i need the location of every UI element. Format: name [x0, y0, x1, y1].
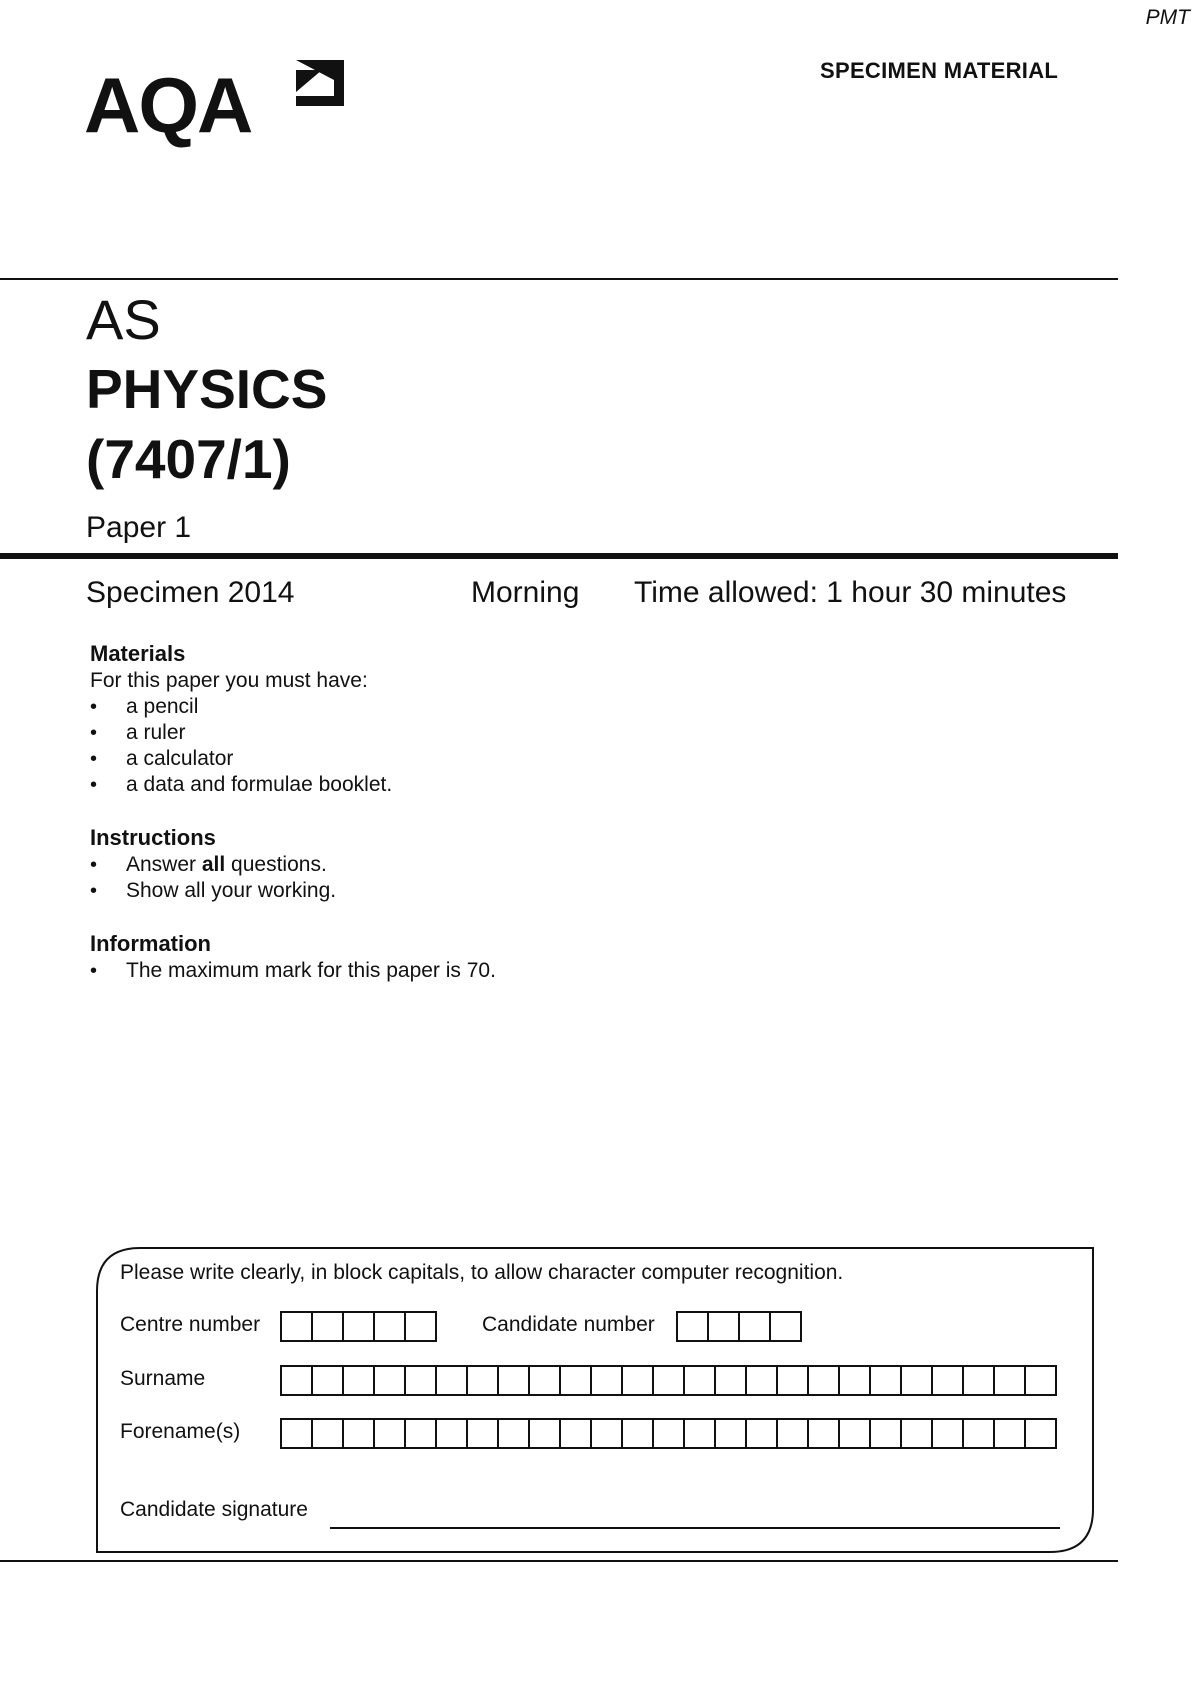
surname-boxes[interactable]: [280, 1365, 1057, 1396]
centre-number-label: Centre number: [120, 1313, 261, 1336]
character-box[interactable]: [406, 1418, 437, 1449]
character-box[interactable]: [685, 1418, 716, 1449]
instructions-item: • Show all your working.: [90, 878, 336, 904]
materials-item: • a ruler: [90, 720, 392, 746]
character-box[interactable]: [375, 1365, 406, 1396]
character-box[interactable]: [313, 1311, 344, 1342]
character-box[interactable]: [1026, 1365, 1057, 1396]
qualification-title: AS: [86, 288, 161, 351]
materials-item: • a pencil: [90, 694, 392, 720]
instructions-item: [90, 852, 336, 878]
character-box[interactable]: [902, 1418, 933, 1449]
character-box[interactable]: [995, 1418, 1026, 1449]
centre-number-boxes[interactable]: [280, 1311, 437, 1342]
top-divider: [0, 278, 1118, 280]
character-box[interactable]: [1026, 1418, 1057, 1449]
character-box[interactable]: [344, 1311, 375, 1342]
thick-divider: [0, 553, 1118, 559]
character-box[interactable]: [840, 1418, 871, 1449]
character-box[interactable]: [623, 1418, 654, 1449]
character-box[interactable]: [771, 1311, 802, 1342]
character-box[interactable]: [716, 1418, 747, 1449]
character-box[interactable]: [499, 1365, 530, 1396]
paper-number: Paper 1: [86, 511, 192, 544]
specimen-material-label: SPECIMEN MATERIAL: [820, 58, 1059, 83]
pmt-mark: PMT: [1145, 6, 1190, 29]
character-box[interactable]: [740, 1311, 771, 1342]
character-box[interactable]: [282, 1365, 313, 1396]
character-box[interactable]: [809, 1418, 840, 1449]
materials-item: • a data and formulae booklet.: [90, 772, 392, 798]
character-box[interactable]: [406, 1311, 437, 1342]
candidate-signature-label: Candidate signature: [120, 1498, 308, 1521]
time-allowed: Time allowed: 1 hour 30 minutes: [634, 576, 1067, 609]
information-section: [90, 930, 496, 984]
character-box[interactable]: [344, 1418, 375, 1449]
character-box[interactable]: [468, 1365, 499, 1396]
subject-title: PHYSICS: [86, 358, 328, 420]
character-box[interactable]: [871, 1418, 902, 1449]
paper-code: (7407/1): [86, 428, 291, 490]
character-box[interactable]: [344, 1365, 375, 1396]
character-box[interactable]: [933, 1365, 964, 1396]
instructions-heading: Instructions: [90, 825, 216, 850]
character-box[interactable]: [778, 1365, 809, 1396]
materials-section: [90, 640, 392, 798]
forename-label: Forename(s): [120, 1420, 241, 1443]
character-box[interactable]: [437, 1365, 468, 1396]
aqa-logo: [84, 52, 354, 152]
instructions-section: [90, 824, 336, 904]
character-box[interactable]: [747, 1365, 778, 1396]
character-box[interactable]: [437, 1418, 468, 1449]
materials-item: • a calculator: [90, 746, 392, 772]
character-box[interactable]: [499, 1418, 530, 1449]
character-box[interactable]: [313, 1365, 344, 1396]
character-box[interactable]: [778, 1418, 809, 1449]
character-box[interactable]: [592, 1365, 623, 1396]
character-box[interactable]: [902, 1365, 933, 1396]
forename-boxes[interactable]: [280, 1418, 1057, 1449]
character-box[interactable]: [840, 1365, 871, 1396]
character-box[interactable]: [375, 1311, 406, 1342]
form-instructions: Please write clearly, in block capitals, to allow character computer recognition.: [120, 1261, 844, 1284]
exam-date: Specimen 2014: [86, 576, 295, 609]
bottom-divider: [0, 1560, 1118, 1562]
character-box[interactable]: [964, 1365, 995, 1396]
character-box[interactable]: [530, 1418, 561, 1449]
materials-list: [90, 694, 392, 798]
character-box[interactable]: [685, 1365, 716, 1396]
character-box[interactable]: [871, 1365, 902, 1396]
character-box[interactable]: [678, 1311, 709, 1342]
character-box[interactable]: [561, 1365, 592, 1396]
candidate-number-boxes[interactable]: [676, 1311, 802, 1342]
character-box[interactable]: [375, 1418, 406, 1449]
candidate-number-label: Candidate number: [482, 1313, 655, 1336]
instructions-list: [90, 852, 336, 904]
character-box[interactable]: [995, 1365, 1026, 1396]
character-box[interactable]: [716, 1365, 747, 1396]
character-box[interactable]: [709, 1311, 740, 1342]
character-box[interactable]: [313, 1418, 344, 1449]
materials-intro: For this paper you must have:: [90, 669, 368, 692]
surname-label: Surname: [120, 1367, 206, 1390]
character-box[interactable]: [933, 1418, 964, 1449]
signature-line[interactable]: [330, 1527, 1060, 1529]
character-box[interactable]: [406, 1365, 437, 1396]
information-heading: Information: [90, 931, 211, 956]
materials-heading: Materials: [90, 641, 186, 666]
character-box[interactable]: [561, 1418, 592, 1449]
character-box[interactable]: [964, 1418, 995, 1449]
character-box[interactable]: [468, 1418, 499, 1449]
character-box[interactable]: [809, 1365, 840, 1396]
candidate-details-form: [96, 1247, 1094, 1553]
aqa-logo-mark-icon: [288, 56, 348, 116]
instruction-text-post: questions.: [225, 853, 327, 876]
information-list: [90, 958, 496, 984]
character-box[interactable]: [592, 1418, 623, 1449]
instruction-emphasis: all: [201, 853, 226, 876]
information-item: • The maximum mark for this paper is 70.: [90, 958, 496, 984]
character-box[interactable]: [747, 1418, 778, 1449]
character-box[interactable]: [654, 1418, 685, 1449]
character-box[interactable]: [282, 1418, 313, 1449]
character-box[interactable]: [530, 1365, 561, 1396]
character-box[interactable]: [623, 1365, 654, 1396]
instruction-text-pre: Answer: [126, 853, 202, 876]
character-box[interactable]: [654, 1365, 685, 1396]
character-box[interactable]: [282, 1311, 313, 1342]
logo-text: AQA: [84, 61, 252, 149]
exam-session: Morning: [471, 576, 580, 609]
